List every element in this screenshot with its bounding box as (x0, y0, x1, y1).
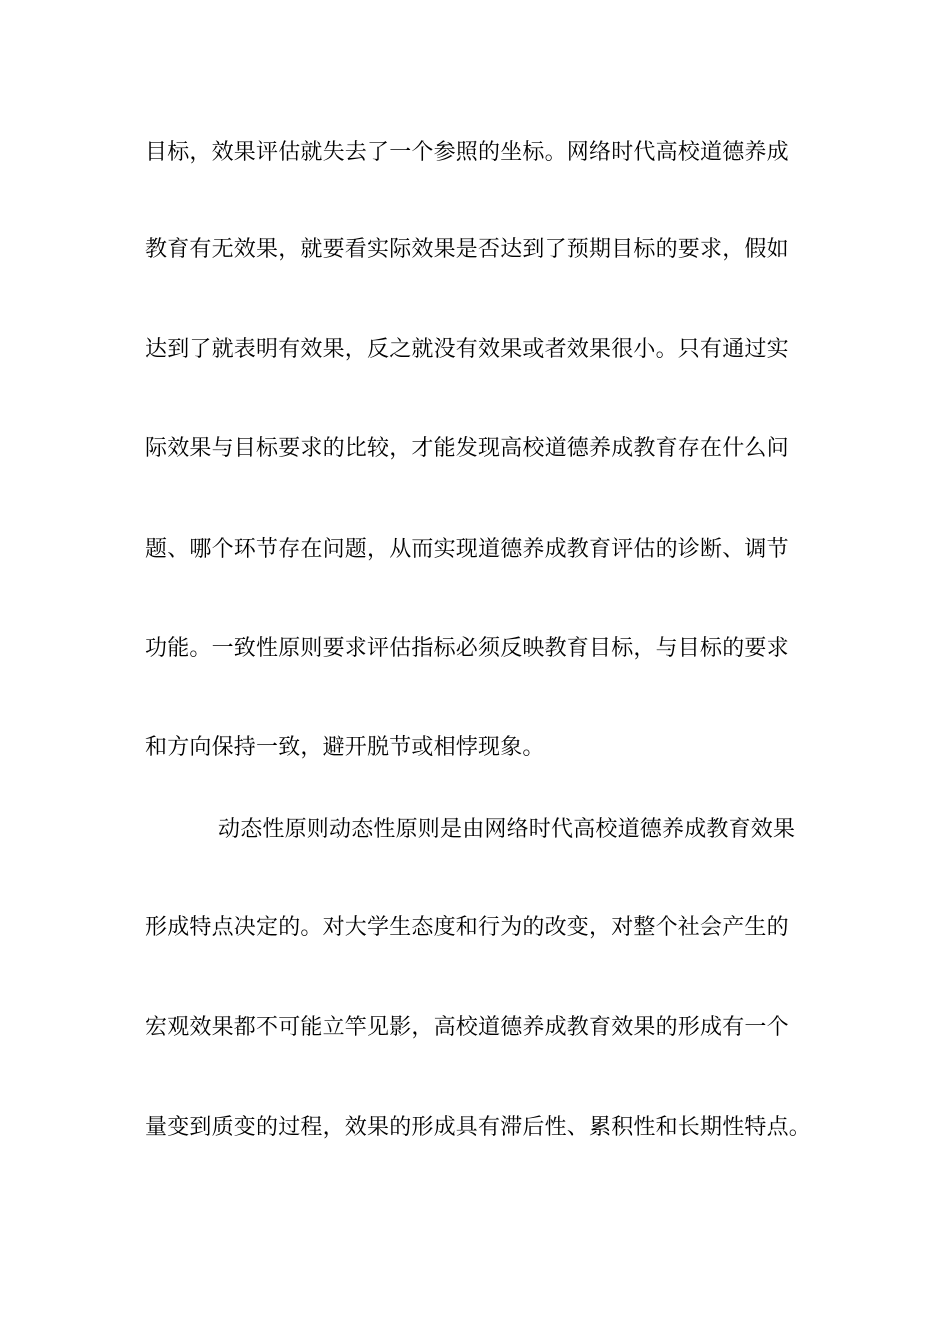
text-line-2: 教育有无效果，就要看实际效果是否达到了预期目标的要求，假如 (145, 237, 789, 262)
text-line-3: 达到了就表明有效果，反之就没有效果或者效果很小。只有通过实 (145, 337, 789, 362)
text-line-6: 功能。一致性原则要求评估指标必须反映教育目标，与目标的要求 (145, 636, 789, 661)
text-line-1: 目标，效果评估就失去了一个参照的坐标。网络时代高校道德养成 (145, 140, 789, 165)
text-line-10: 宏观效果都不可能立竿见影，高校道德养成教育效果的形成有一个 (145, 1015, 789, 1040)
text-line-9: 形成特点决定的。对大学生态度和行为的改变，对整个社会产生的 (145, 915, 789, 940)
text-line-5: 题、哪个环节存在问题，从而实现道德养成教育评估的诊断、调节 (145, 537, 789, 562)
text-line-4: 际效果与目标要求的比较，才能发现高校道德养成教育存在什么问 (145, 436, 789, 461)
paragraph-start-line: 动态性原则动态性原则是由网络时代高校道德养成教育效果 (218, 817, 796, 842)
text-line-11: 量变到质变的过程，效果的形成具有滞后性、累积性和长期性特点。 (145, 1115, 812, 1140)
text-line-7: 和方向保持一致，避开脱节或相悖现象。 (145, 735, 545, 760)
